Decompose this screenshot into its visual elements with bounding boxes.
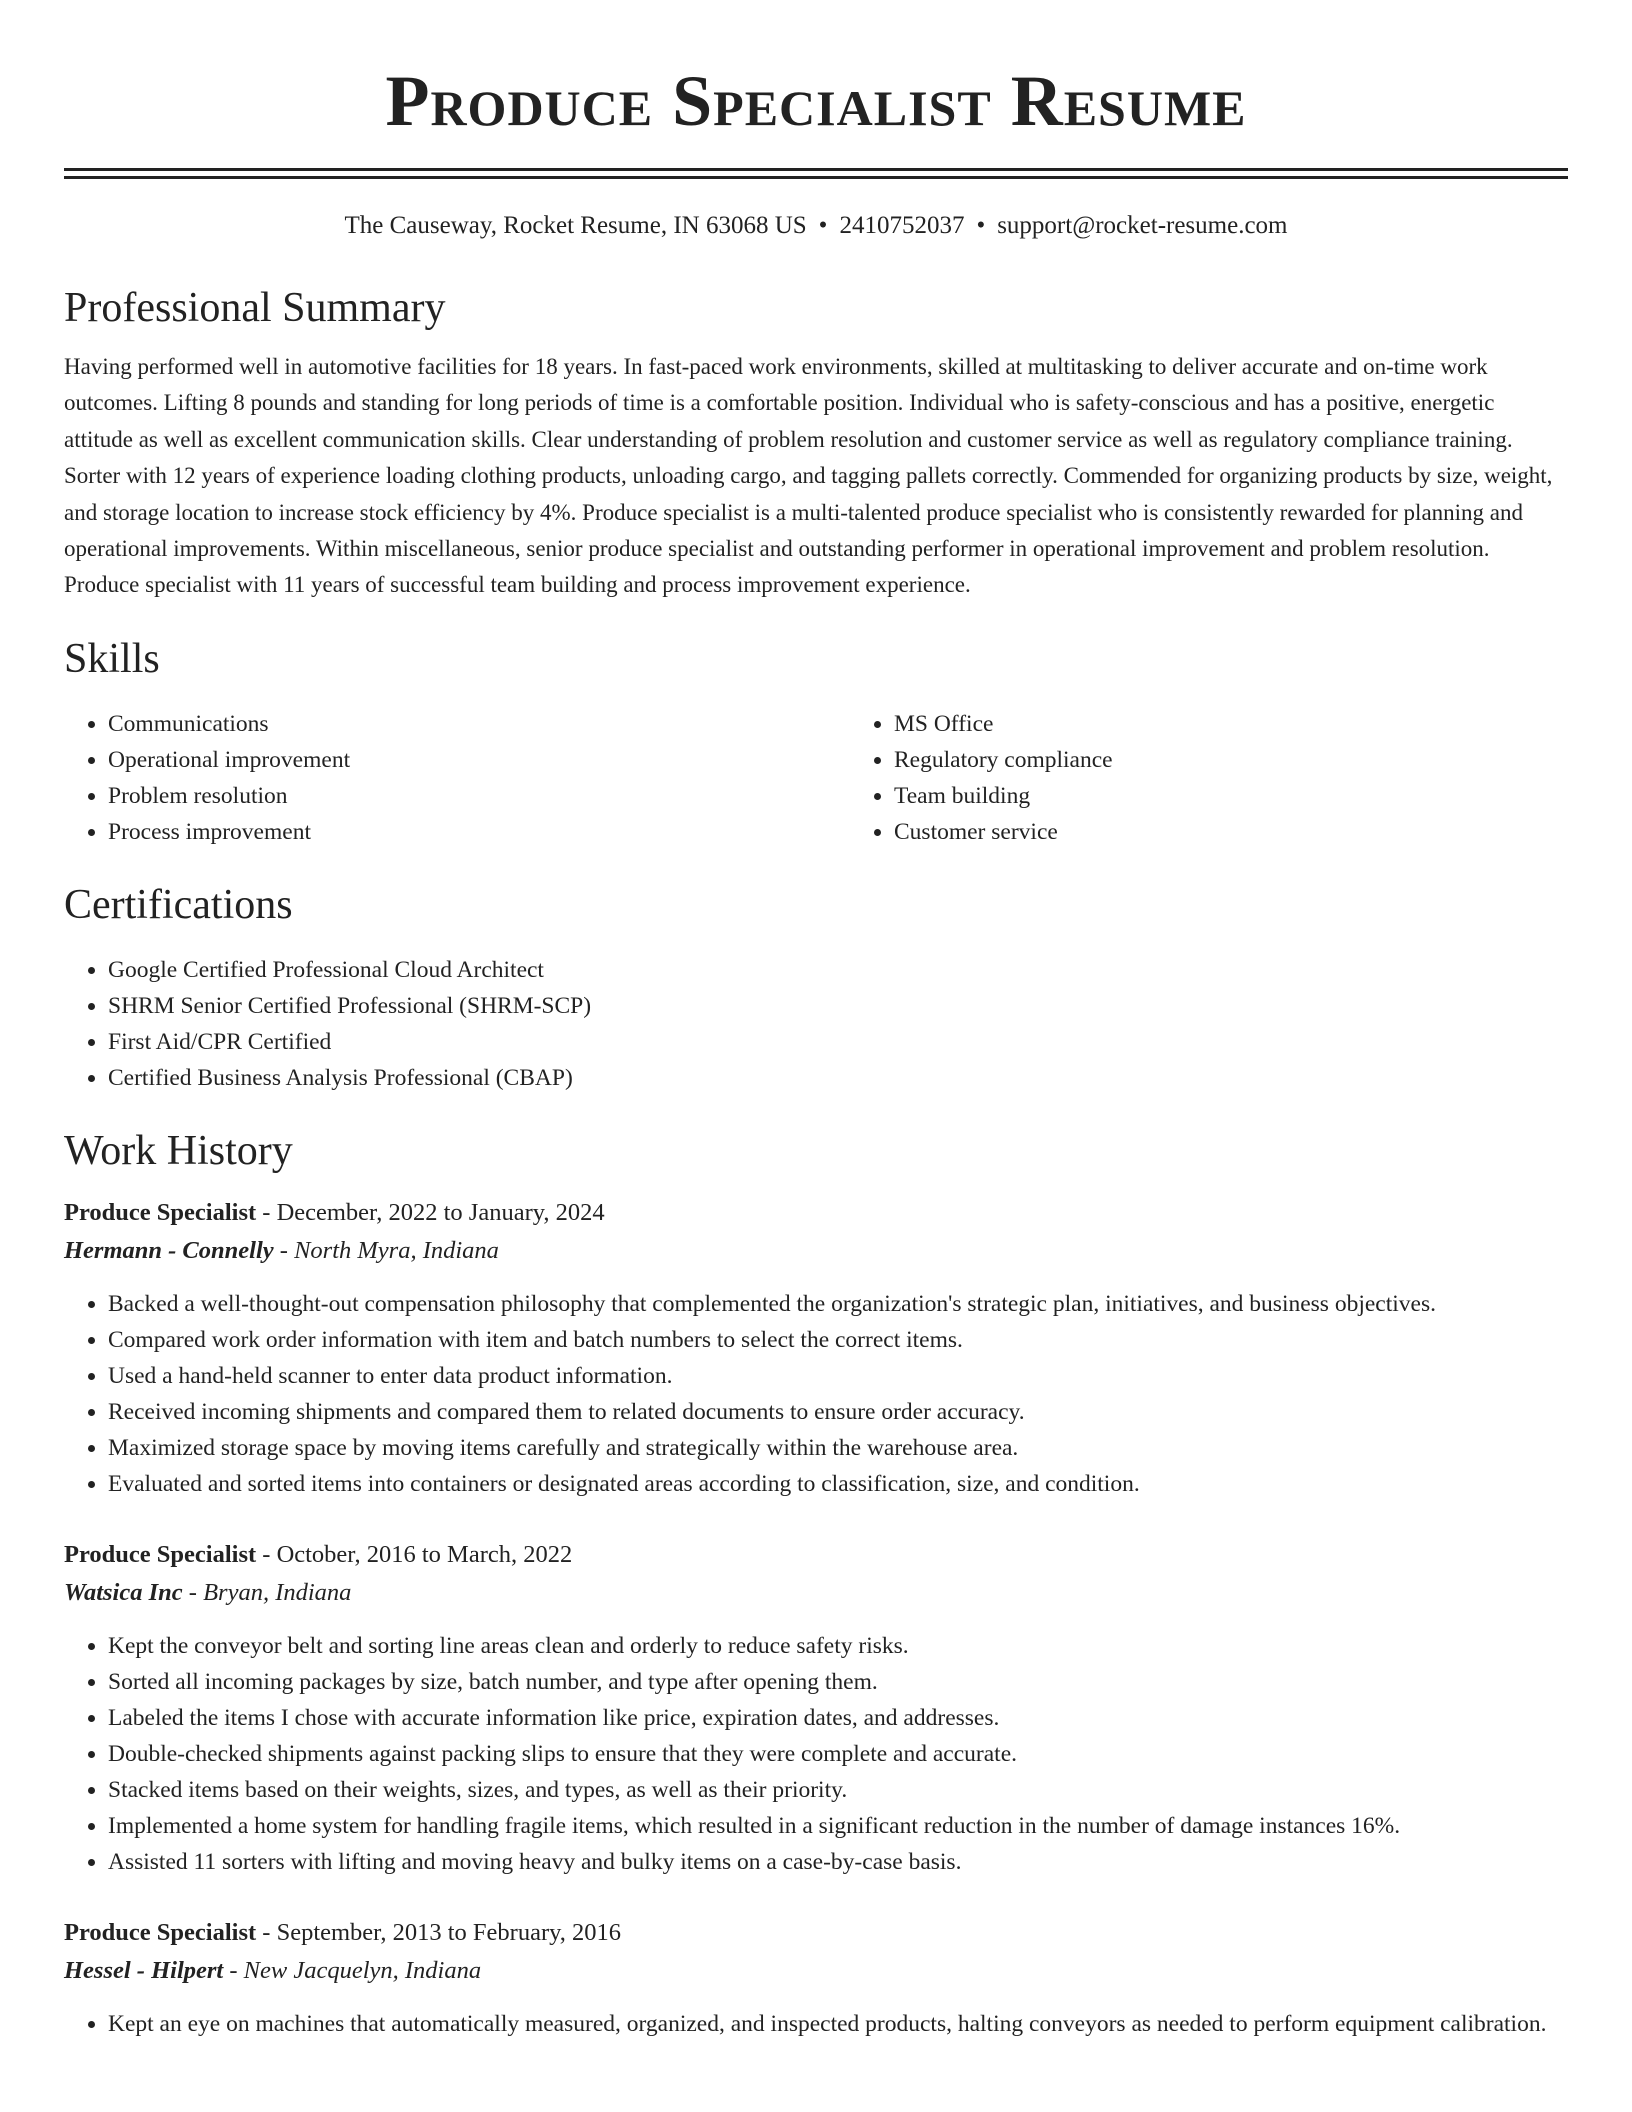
job-company-line: Watsica Inc - Bryan, Indiana [64, 1578, 352, 1606]
work-history-section [64, 1126, 1568, 2042]
work-history-heading: Work History [64, 1127, 293, 1174]
job-bullets [64, 1286, 1568, 1502]
skills-section [64, 634, 1568, 850]
job-location: North Myra, Indiana [294, 1236, 499, 1264]
job-company: Hermann - Connelly [64, 1236, 274, 1264]
job-bullet: • Compared work order information with item and batch numbers to select the correct items. [108, 1322, 1568, 1358]
skill-item: • Customer service [894, 814, 1632, 850]
job-bullet: • Kept the conveyor belt and sorting line areas clean and orderly to reduce safety risks. [108, 1628, 1568, 1664]
certification-item: • SHRM Senior Certified Professional (SHRM-SCP) [108, 988, 1568, 1024]
job-title-line: Produce Specialist - October, 2016 to March, 2022 [64, 1540, 573, 1568]
skills-list-left [64, 706, 850, 850]
title-divider [64, 168, 1568, 179]
job-bullet: • Sorted all incoming packages by size, batch number, and type after opening them. [108, 1664, 1568, 1700]
job-bullet: • Received incoming shipments and compared them to related documents to ensure order accuracy. [108, 1394, 1568, 1430]
job-company: Hessel - Hilpert [64, 1956, 224, 1984]
job-bullet: • Double-checked shipments against packing slips to ensure that they were complete and accurate. [108, 1736, 1568, 1772]
skills-columns [64, 706, 1568, 850]
job-bullet: • Evaluated and sorted items into containers or designated areas according to classification, size, and condition. [108, 1466, 1568, 1502]
skill-item: • MS Office [894, 706, 1632, 742]
job-bullets [64, 2006, 1568, 2042]
job-entry [64, 1194, 1568, 1502]
job-location: Bryan, Indiana [203, 1578, 352, 1606]
contact-separator: • [818, 212, 828, 239]
job-company: Watsica Inc [64, 1578, 183, 1606]
contact-email: support@rocket-resume.com [997, 212, 1288, 239]
skill-item: • Process improvement [108, 814, 850, 850]
job-company-line: Hermann - Connelly - North Myra, Indiana [64, 1236, 499, 1264]
contact-address: The Causeway, Rocket Resume, IN 63068 US [344, 212, 807, 239]
job-bullet: • Stacked items based on their weights, sizes, and types, as well as their priority. [108, 1772, 1568, 1808]
skill-item: • Team building [894, 778, 1632, 814]
job-company-line: Hessel - Hilpert - New Jacquelyn, Indiana [64, 1956, 482, 1984]
job-location: New Jacquelyn, Indiana [243, 1956, 482, 1984]
summary-heading: Professional Summary [64, 285, 446, 331]
skill-item: • Problem resolution [108, 778, 850, 814]
skill-item: • Regulatory compliance [894, 742, 1632, 778]
job-role: Produce Specialist [64, 1540, 257, 1568]
contact-separator: • [976, 212, 986, 239]
job-bullets [64, 1628, 1568, 1880]
job-bullet: • Assisted 11 sorters with lifting and moving heavy and bulky items on a case-by-case basis. [108, 1844, 1568, 1880]
job-bullet: • Backed a well-thought-out compensation philosophy that complemented the organization's strategic plan, initiatives, and business objectives. [108, 1286, 1568, 1322]
contact-phone: 2410752037 [839, 212, 965, 239]
certification-item: • Google Certified Professional Cloud Architect [108, 952, 1568, 988]
job-dates: October, 2016 to March, 2022 [276, 1540, 573, 1568]
job-bullet: • Labeled the items I chose with accurate information like price, expiration dates, and addresses. [108, 1700, 1568, 1736]
job-bullet: • Used a hand-held scanner to enter data product information. [108, 1358, 1568, 1394]
certification-item: • First Aid/CPR Certified [108, 1024, 1568, 1060]
job-dates: December, 2022 to January, 2024 [276, 1198, 605, 1226]
summary-text: Having performed well in automotive facilities for 18 years. In fast-paced work environments, skilled at multitasking to deliver accurate and on-time work outcomes. Lifting 8 pounds and standing for long periods of time is a comfortable position. Individual who is safety-conscious and has a positive, energetic attitude as well as excellent communication skills. Clear understanding of problem resolution and customer service as well as regulatory compliance training. Sorter with 12 years of experience loading clothing products, unloading cargo, and tagging pallets correctly. Commended for organizing products by size, weight, and storage location to increase stock efficiency by 4%. Produce specialist is a multi-talented produce specialist who is consistently rewarded for planning and operational improvements. Within miscellaneous, senior produce specialist and outstanding performer in operational improvement and problem resolution. Produce specialist with 11 years of successful team building and process improvement experience. [64, 354, 1553, 598]
certifications-heading: Certifications [64, 881, 293, 928]
certifications-section [64, 880, 1568, 1096]
job-role: Produce Specialist [64, 1198, 257, 1226]
page-title: Produce Specialist Resume [385, 61, 1247, 141]
job-bullet: • Implemented a home system for handling fragile items, which resulted in a significant reduction in the number of damage instances 16%. [108, 1808, 1568, 1844]
job-title-line: Produce Specialist - December, 2022 to January, 2024 [64, 1198, 605, 1226]
job-dates: September, 2013 to February, 2016 [276, 1918, 622, 1946]
skills-heading: Skills [64, 635, 160, 682]
certification-item: • Certified Business Analysis Professional (CBAP) [108, 1060, 1568, 1096]
job-entry [64, 1536, 1568, 1880]
summary-section [64, 283, 1568, 604]
job-bullet: • Maximized storage space by moving items carefully and strategically within the warehouse area. [108, 1430, 1568, 1466]
job-role: Produce Specialist [64, 1918, 257, 1946]
skills-list-right [850, 706, 1632, 850]
job-bullet: • Kept an eye on machines that automatically measured, organized, and inspected products, halting conveyors as needed to perform equipment calibration. [108, 2006, 1568, 2042]
contact-line [64, 209, 1568, 243]
certifications-list [64, 952, 1568, 1096]
skill-item: • Operational improvement [108, 742, 850, 778]
job-title-line: Produce Specialist - September, 2013 to February, 2016 [64, 1918, 622, 1946]
skill-item: • Communications [108, 706, 850, 742]
job-entry [64, 1914, 1568, 2042]
